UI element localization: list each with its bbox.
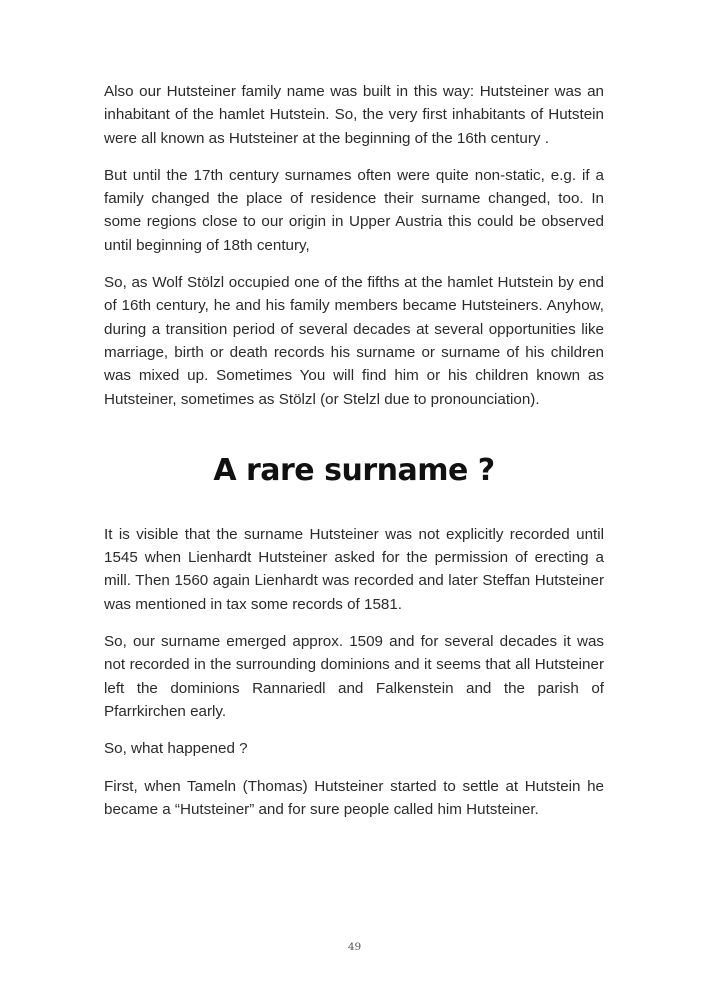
paragraph-non-static-surnames: But until the 17th century surnames often were quite non-static, e.g. if a family changed the place of residence their surname changed, too. In some regions close to our origin in Upper Austria this could be observed until beginning of 18th century, bbox=[104, 166, 604, 254]
section-heading: A rare surname ? bbox=[213, 452, 495, 488]
paragraph-surname-emerged: So, our surname emerged approx. 1509 and for several decades it was not recorded in the surrounding dominions and it seems that all Hutsteiner left the dominions Rannariedl and Falkenstein and the parish of Pfarrkirchen early. bbox=[104, 633, 604, 720]
paragraph-first-records: It is visible that the surname Hutsteiner was not explicitly recorded until 1545 when Lienhardt Hutsteiner asked for the permission of erecting a mill. Then 1560 again Lienhardt was recorded and later Steffan Hutsteiner was mentioned in tax some records of 1581. bbox=[104, 525, 604, 613]
paragraph-surname-origin: Also our Hutsteiner family name was built in this way: Hutsteiner was an inhabitant of the hamlet Hutstein. So, the very first inhabitants of Hutstein were all known as Hutsteiner at the beginning of the 16th century . bbox=[104, 83, 604, 147]
paragraph-tameln-hutsteiner: First, when Tameln (Thomas) Hutsteiner started to settle at Hutstein he became a “Hutsteiner” and for sure people called him Hutsteiner. bbox=[104, 777, 604, 818]
page-number: 49 bbox=[347, 941, 362, 953]
paragraph-wolf-stoelzl: So, as Wolf Stölzl occupied one of the fifths at the hamlet Hutstein by end of 16th century, he and his family members became Hutsteiners. Anyhow, during a transition period of several decades at several opportunities like marriage, birth or death records his surname or surname of his children was mixed up. Sometimes You will find him or his children known as Hutsteiner, sometimes as Stölzl (or Stelzl due to pronounciation). bbox=[104, 274, 604, 408]
paragraph-what-happened: So, what happened ? bbox=[104, 740, 248, 758]
document-page bbox=[104, 80, 604, 821]
